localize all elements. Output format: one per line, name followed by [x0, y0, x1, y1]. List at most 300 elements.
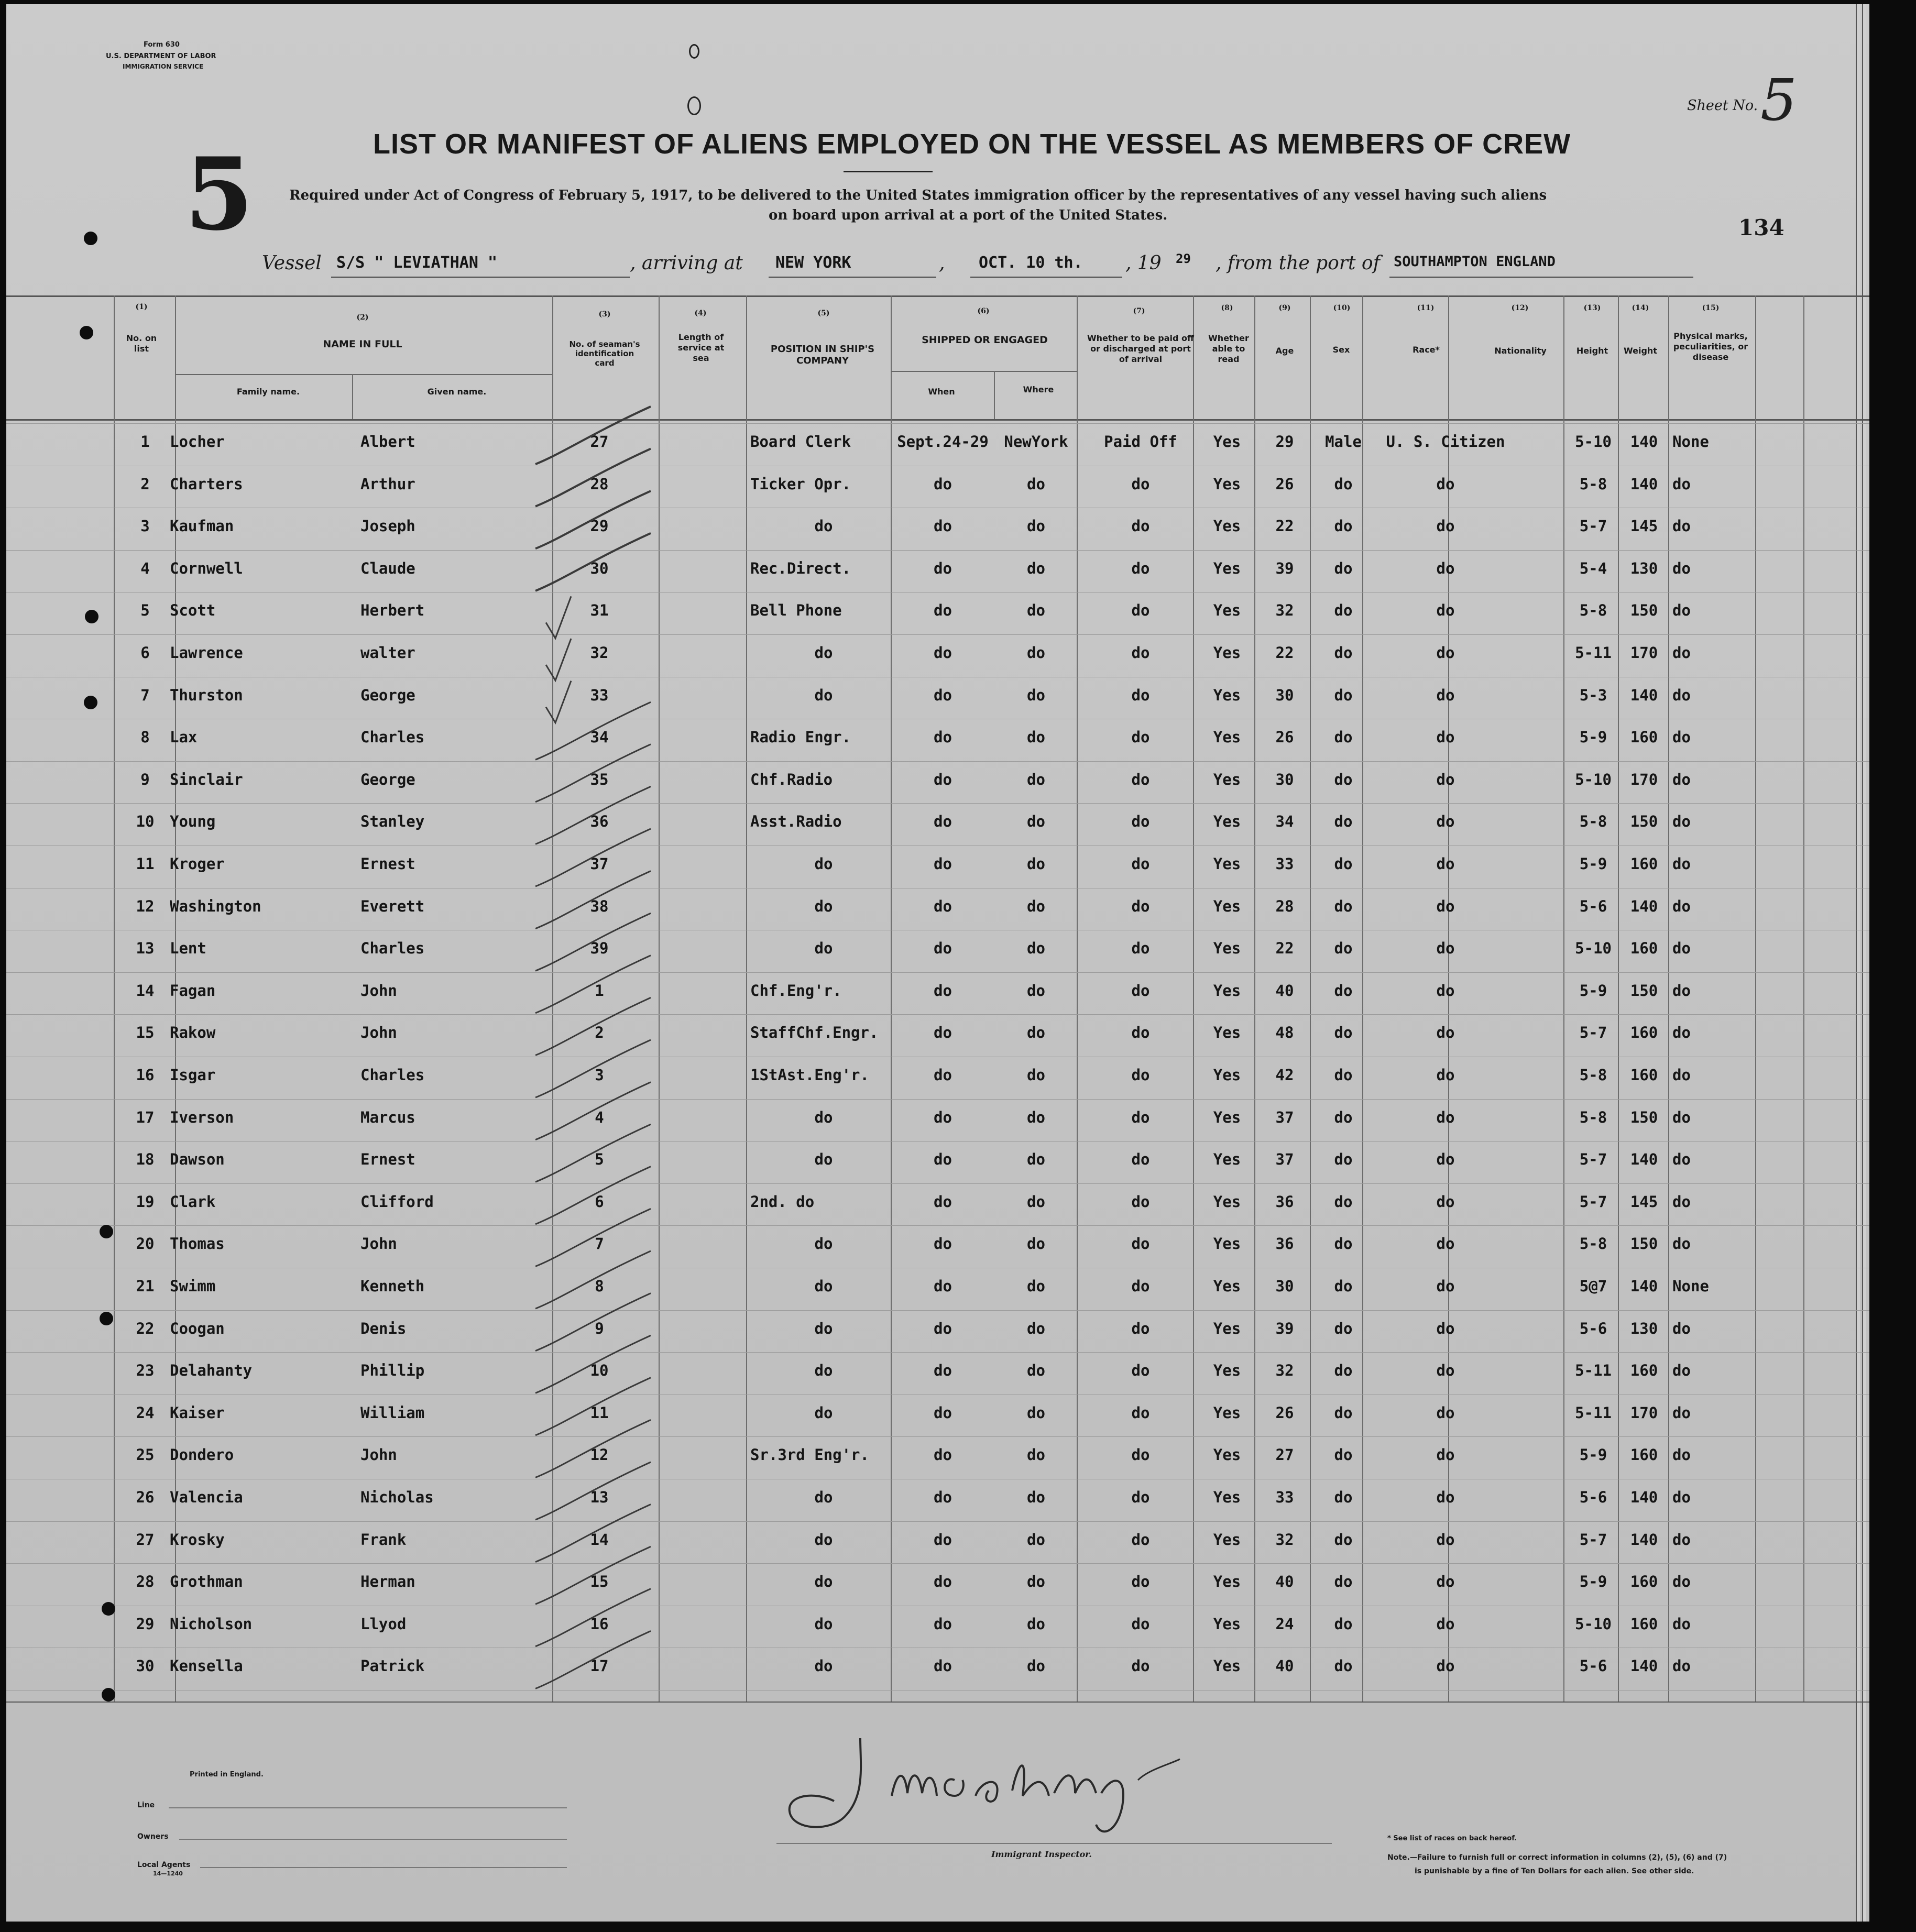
- check-mark: [535, 702, 651, 760]
- cell-marks: do: [1672, 1319, 1691, 1337]
- cell-card: 11: [590, 1403, 609, 1422]
- cell-race: do: [1436, 1150, 1455, 1169]
- cell-race: do: [1436, 644, 1455, 662]
- cell-race: do: [1436, 601, 1455, 620]
- cell-paid: do: [1131, 1446, 1150, 1464]
- cell-race: do: [1436, 813, 1455, 831]
- cell-when: do: [934, 770, 952, 788]
- cell-weight: 160: [1630, 1446, 1658, 1464]
- cell-no: 25: [136, 1446, 155, 1464]
- cell-when: do: [934, 601, 952, 620]
- cell-no: 15: [136, 1024, 155, 1042]
- cell-race: do: [1436, 728, 1455, 747]
- cell-where: do: [1027, 475, 1045, 493]
- check-mark: [535, 786, 651, 844]
- cell-family: Dawson: [170, 1150, 225, 1169]
- punch-hole: [84, 232, 97, 245]
- punch-hole: [100, 1312, 113, 1325]
- col10-header: Sex: [1332, 345, 1350, 355]
- cell-weight: 160: [1630, 939, 1658, 958]
- cell-position: Rec.Direct.: [750, 559, 851, 577]
- cell-where: do: [1027, 1024, 1045, 1042]
- cell-no: 21: [136, 1277, 155, 1295]
- cell-when: do: [934, 1488, 952, 1506]
- cell-given: Frank: [360, 1530, 407, 1549]
- cell-race: do: [1436, 1362, 1455, 1380]
- cell-when: do: [934, 1403, 952, 1422]
- cell-read: Yes: [1213, 855, 1241, 873]
- cell-given: John: [360, 1235, 397, 1253]
- cell-given: Marcus: [360, 1108, 415, 1126]
- cell-when: do: [934, 1277, 952, 1295]
- cell-weight: 160: [1630, 1362, 1658, 1380]
- col2-num: (2): [356, 313, 369, 322]
- cell-age: 40: [1275, 1573, 1294, 1591]
- cell-marks: do: [1672, 1192, 1691, 1211]
- cell-where: do: [1027, 1319, 1045, 1337]
- line-rule: [169, 1807, 567, 1808]
- cell-height: 5@7: [1579, 1277, 1607, 1295]
- cell-when: do: [934, 1235, 952, 1253]
- cell-height: 5-6: [1579, 1657, 1607, 1675]
- cell-family: Lawrence: [170, 644, 243, 662]
- cell-paid: do: [1131, 1066, 1150, 1084]
- cell-read: Yes: [1213, 475, 1241, 493]
- cell-age: 30: [1275, 686, 1294, 704]
- cell-marks: do: [1672, 1362, 1691, 1380]
- arriving-label: , arriving at: [630, 253, 743, 274]
- cell-read: Yes: [1213, 1488, 1241, 1506]
- col6-num: (6): [977, 307, 990, 315]
- cell-marks: do: [1672, 855, 1691, 873]
- cell-age: 32: [1275, 1530, 1294, 1549]
- cell-race: do: [1436, 1024, 1455, 1042]
- cell-when: do: [934, 1362, 952, 1380]
- cell-paid: do: [1131, 1573, 1150, 1591]
- form-number: Form 630: [144, 41, 180, 49]
- cell-age: 26: [1275, 1403, 1294, 1422]
- cell-sex: do: [1334, 1530, 1353, 1549]
- cell-family: Swimm: [170, 1277, 216, 1295]
- cell-read: Yes: [1213, 939, 1241, 958]
- cell-family: Kaiser: [170, 1403, 225, 1422]
- check-mark: [535, 449, 651, 507]
- cell-when: Sept.24-29: [897, 433, 989, 451]
- cell-read: Yes: [1213, 601, 1241, 620]
- cell-marks: do: [1672, 601, 1691, 620]
- cell-age: 22: [1275, 644, 1294, 662]
- cell-marks: do: [1672, 475, 1691, 493]
- cell-card: 37: [590, 855, 609, 873]
- cell-where: do: [1027, 601, 1045, 620]
- cell-card: 38: [590, 897, 609, 915]
- cell-card: 31: [590, 601, 609, 620]
- cell-paid: do: [1131, 686, 1150, 704]
- cell-card: 34: [590, 728, 609, 747]
- cell-where: do: [1027, 1362, 1045, 1380]
- cell-marks: do: [1672, 1150, 1691, 1169]
- check-mark: [535, 533, 651, 591]
- cell-marks: do: [1672, 1657, 1691, 1675]
- cell-position: do: [814, 1235, 833, 1253]
- cell-height: 5-6: [1579, 1319, 1607, 1337]
- check-mark: [535, 997, 651, 1055]
- check-mark: [546, 639, 571, 680]
- cell-height: 5-7: [1579, 1530, 1607, 1549]
- cell-given: Denis: [360, 1319, 407, 1337]
- cell-height: 5-9: [1579, 855, 1607, 873]
- cell-age: 37: [1275, 1108, 1294, 1126]
- cell-age: 33: [1275, 855, 1294, 873]
- cell-race: do: [1436, 1446, 1455, 1464]
- cell-marks: do: [1672, 1108, 1691, 1126]
- cell-given: Kenneth: [360, 1277, 425, 1295]
- cell-family: Clark: [170, 1192, 216, 1211]
- sheet-number: 5: [1760, 67, 1797, 134]
- cell-card: 4: [595, 1108, 604, 1126]
- cell-sex: do: [1334, 1403, 1353, 1422]
- cell-race: do: [1436, 1319, 1455, 1337]
- check-mark: [535, 871, 651, 929]
- cell-marks: None: [1672, 1277, 1709, 1295]
- cell-given: George: [360, 770, 415, 788]
- cell-position: do: [814, 1150, 833, 1169]
- cell-card: 5: [595, 1150, 604, 1169]
- cell-age: 32: [1275, 1362, 1294, 1380]
- col1-num: (1): [135, 303, 148, 311]
- cell-read: Yes: [1213, 1362, 1241, 1380]
- cell-paid: do: [1131, 981, 1150, 1000]
- vessel-label: Vessel: [262, 253, 322, 274]
- cell-no: 18: [136, 1150, 155, 1169]
- cell-read: Yes: [1213, 1277, 1241, 1295]
- cell-family: Fagan: [170, 981, 216, 1000]
- cell-read: Yes: [1213, 559, 1241, 577]
- inspector-signature: [782, 1717, 1253, 1843]
- check-mark: [546, 681, 571, 723]
- cell-position: do: [814, 1488, 833, 1506]
- cell-age: 40: [1275, 981, 1294, 1000]
- cell-paid: do: [1131, 813, 1150, 831]
- cell-read: Yes: [1213, 1530, 1241, 1549]
- cell-no: 13: [136, 939, 155, 958]
- cell-when: do: [934, 1150, 952, 1169]
- cell-race: do: [1436, 770, 1455, 788]
- cell-marks: do: [1672, 770, 1691, 788]
- cell-sex: do: [1334, 1108, 1353, 1126]
- cell-read: Yes: [1213, 897, 1241, 915]
- col4-header: Length of service at sea: [677, 332, 725, 363]
- cell-given: Albert: [360, 433, 415, 451]
- cell-sex: do: [1334, 1192, 1353, 1211]
- cell-position: do: [814, 1108, 833, 1126]
- cell-position: do: [814, 1657, 833, 1675]
- cell-paid: do: [1131, 1488, 1150, 1506]
- cell-read: Yes: [1213, 644, 1241, 662]
- cell-where: do: [1027, 1488, 1045, 1506]
- cell-age: 39: [1275, 559, 1294, 577]
- cell-age: 22: [1275, 939, 1294, 958]
- cell-race: do: [1436, 1066, 1455, 1084]
- cell-card: 27: [590, 433, 609, 451]
- cell-family: Kroger: [170, 855, 225, 873]
- cell-card: 1: [595, 981, 604, 1000]
- manifest-sheet: [6, 4, 1869, 1922]
- cell-position: do: [814, 644, 833, 662]
- cell-sex: do: [1334, 1277, 1353, 1295]
- cell-position: Radio Engr.: [750, 728, 851, 747]
- cell-family: Lent: [170, 939, 206, 958]
- cell-weight: 130: [1630, 1319, 1658, 1337]
- cell-card: 28: [590, 475, 609, 493]
- cell-height: 5-9: [1579, 981, 1607, 1000]
- cell-card: 14: [590, 1530, 609, 1549]
- cell-family: Charters: [170, 475, 243, 493]
- cell-read: Yes: [1213, 433, 1241, 451]
- cell-weight: 150: [1630, 813, 1658, 831]
- cell-read: Yes: [1213, 1657, 1241, 1675]
- cell-card: 9: [595, 1319, 604, 1337]
- cell-race: do: [1436, 981, 1455, 1000]
- cell-race: do: [1436, 559, 1455, 577]
- col2-family-header: Family name.: [236, 387, 300, 397]
- cell-given: John: [360, 1024, 397, 1042]
- cell-card: 2: [595, 1024, 604, 1042]
- check-mark: [535, 744, 651, 802]
- cell-no: 3: [140, 517, 150, 535]
- cell-position: do: [814, 686, 833, 704]
- vessel-name: S/S " LEVIATHAN ": [336, 254, 498, 272]
- cell-when: do: [934, 559, 952, 577]
- cell-sex: do: [1334, 855, 1353, 873]
- cell-family: Kaufman: [170, 517, 234, 535]
- cell-marks: do: [1672, 1235, 1691, 1253]
- cell-sex: do: [1334, 1573, 1353, 1591]
- cell-sex: do: [1334, 770, 1353, 788]
- cell-age: 42: [1275, 1066, 1294, 1084]
- cell-when: do: [934, 1657, 952, 1675]
- form-code: 14—1240: [153, 1870, 183, 1877]
- cell-marks: do: [1672, 981, 1691, 1000]
- cell-where: do: [1027, 686, 1045, 704]
- cell-height: 5-8: [1579, 601, 1607, 620]
- cell-weight: 170: [1630, 770, 1658, 788]
- cell-height: 5-8: [1579, 1235, 1607, 1253]
- cell-where: do: [1027, 1615, 1045, 1633]
- cell-race: do: [1436, 855, 1455, 873]
- cell-where: do: [1027, 1108, 1045, 1126]
- agents-rule: [200, 1867, 567, 1868]
- cell-age: 36: [1275, 1192, 1294, 1211]
- sheet-label: Sheet No.: [1687, 97, 1758, 114]
- year-prefix: , 19: [1125, 253, 1162, 274]
- cell-where: do: [1027, 1150, 1045, 1169]
- cell-weight: 170: [1630, 644, 1658, 662]
- cell-paid: do: [1131, 770, 1150, 788]
- cell-age: 39: [1275, 1319, 1294, 1337]
- cell-weight: 150: [1630, 1108, 1658, 1126]
- cell-sex: do: [1334, 1150, 1353, 1169]
- cell-where: do: [1027, 1446, 1045, 1464]
- check-mark: [535, 1589, 651, 1646]
- cell-given: Charles: [360, 1066, 425, 1084]
- cell-paid: do: [1131, 1319, 1150, 1337]
- cell-paid: do: [1131, 728, 1150, 747]
- cell-family: Grothman: [170, 1573, 243, 1591]
- cell-when: do: [934, 1024, 952, 1042]
- cell-height: 5-9: [1579, 1446, 1607, 1464]
- col7-header: Whether to be paid off or discharged at port of arrival: [1087, 333, 1195, 364]
- punch-ring: [687, 96, 701, 115]
- cell-position: Sr.3rd Eng'r.: [750, 1446, 869, 1464]
- cell-read: Yes: [1213, 1150, 1241, 1169]
- cell-position: Chf.Eng'r.: [750, 981, 842, 1000]
- cell-paid: do: [1131, 1530, 1150, 1549]
- cell-given: Patrick: [360, 1657, 425, 1675]
- cell-position: do: [814, 1573, 833, 1591]
- check-mark: [535, 407, 651, 464]
- cell-no: 26: [136, 1488, 155, 1506]
- cell-when: do: [934, 1108, 952, 1126]
- cell-paid: do: [1131, 601, 1150, 620]
- cell-when: do: [934, 1573, 952, 1591]
- cell-card: 30: [590, 559, 609, 577]
- cell-given: Everett: [360, 897, 425, 915]
- col9-num: (9): [1278, 304, 1291, 312]
- cell-card: 15: [590, 1573, 609, 1591]
- check-mark: [535, 1378, 651, 1435]
- cell-no: 7: [140, 686, 150, 704]
- cell-marks: None: [1672, 433, 1709, 451]
- col15-num: (15): [1702, 304, 1720, 312]
- cell-height: 5-4: [1579, 559, 1607, 577]
- owners-rule: [179, 1839, 567, 1840]
- cell-race: do: [1436, 1108, 1455, 1126]
- cell-no: 17: [136, 1108, 155, 1126]
- cell-sex: do: [1334, 1066, 1353, 1084]
- col5-header: POSITION IN SHIP'S COMPANY: [770, 344, 875, 366]
- cell-no: 29: [136, 1615, 155, 1633]
- punch-hole: [84, 696, 97, 709]
- cell-read: Yes: [1213, 813, 1241, 831]
- cell-where: do: [1027, 1573, 1045, 1591]
- cell-age: 36: [1275, 1235, 1294, 1253]
- cell-given: Joseph: [360, 517, 415, 535]
- check-mark: [535, 1335, 651, 1393]
- cell-marks: do: [1672, 517, 1691, 535]
- cell-height: 5-10: [1575, 433, 1612, 451]
- cell-no: 14: [136, 981, 155, 1000]
- cell-card: 10: [590, 1362, 609, 1380]
- cell-read: Yes: [1213, 1024, 1241, 1042]
- cell-where: do: [1027, 897, 1045, 915]
- cell-read: Yes: [1213, 1446, 1241, 1464]
- cell-paid: do: [1131, 1362, 1150, 1380]
- cell-given: Claude: [360, 559, 415, 577]
- cell-paid: do: [1131, 517, 1150, 535]
- cell-card: 36: [590, 813, 609, 831]
- col5-num: (5): [817, 309, 830, 317]
- cell-paid: Paid Off: [1104, 433, 1177, 451]
- cell-weight: 160: [1630, 855, 1658, 873]
- cell-when: do: [934, 517, 952, 535]
- cell-race: U. S. Citizen: [1386, 433, 1505, 451]
- cell-family: Scott: [170, 601, 216, 620]
- cell-read: Yes: [1213, 770, 1241, 788]
- races-note: * See list of races on back hereof.: [1387, 1835, 1517, 1842]
- cell-race: do: [1436, 686, 1455, 704]
- cell-read: Yes: [1213, 1066, 1241, 1084]
- cell-where: do: [1027, 855, 1045, 873]
- cell-age: 27: [1275, 1446, 1294, 1464]
- col9-header: Age: [1275, 346, 1294, 356]
- cell-height: 5-10: [1575, 1615, 1612, 1633]
- cell-height: 5-3: [1579, 686, 1607, 704]
- cell-height: 5-8: [1579, 1108, 1607, 1126]
- cell-family: Lax: [170, 728, 198, 747]
- cell-no: 5: [140, 601, 150, 620]
- cell-where: do: [1027, 1530, 1045, 1549]
- cell-paid: do: [1131, 1024, 1150, 1042]
- printed-in: Printed in England.: [190, 1771, 264, 1779]
- cell-paid: do: [1131, 1657, 1150, 1675]
- cell-race: do: [1436, 1403, 1455, 1422]
- cell-age: 48: [1275, 1024, 1294, 1042]
- from-label: , from the port of: [1216, 253, 1380, 274]
- cell-sex: Male: [1325, 433, 1362, 451]
- cell-paid: do: [1131, 1108, 1150, 1126]
- cell-given: Charles: [360, 728, 425, 747]
- cell-race: do: [1436, 1657, 1455, 1675]
- cell-family: Nicholson: [170, 1615, 253, 1633]
- cell-no: 16: [136, 1066, 155, 1084]
- col11-num: (11): [1417, 304, 1435, 312]
- cell-no: 10: [136, 813, 155, 831]
- cell-paid: do: [1131, 1615, 1150, 1633]
- cell-family: Isgar: [170, 1066, 216, 1084]
- cell-given: Llyod: [360, 1615, 407, 1633]
- cell-marks: do: [1672, 1615, 1691, 1633]
- cell-position: Ticker Opr.: [750, 475, 851, 493]
- cell-sex: do: [1334, 686, 1353, 704]
- check-mark: [535, 1631, 651, 1688]
- cell-family: Kensella: [170, 1657, 243, 1675]
- cell-card: 6: [595, 1192, 604, 1211]
- cell-weight: 140: [1630, 433, 1658, 451]
- cell-weight: 140: [1630, 475, 1658, 493]
- cell-paid: do: [1131, 1192, 1150, 1211]
- cell-where: do: [1027, 1066, 1045, 1084]
- col6-where-header: Where: [1023, 385, 1054, 394]
- cell-height: 5-11: [1575, 1403, 1612, 1422]
- penalty-note-1: Note.—Failure to furnish full or correct information in columns (2), (5), (6) and (7): [1387, 1853, 1727, 1862]
- cell-sex: do: [1334, 644, 1353, 662]
- cell-sex: do: [1334, 1446, 1353, 1464]
- cell-sex: do: [1334, 517, 1353, 535]
- cell-height: 5-7: [1579, 517, 1607, 535]
- cell-sex: do: [1334, 813, 1353, 831]
- cell-race: do: [1436, 1530, 1455, 1549]
- cell-height: 5-8: [1579, 1066, 1607, 1084]
- cell-when: do: [934, 897, 952, 915]
- col4-num: (4): [694, 309, 707, 317]
- cell-given: William: [360, 1403, 425, 1422]
- cell-height: 5-8: [1579, 475, 1607, 493]
- cell-no: 20: [136, 1235, 155, 1253]
- check-mark: [535, 956, 651, 1013]
- cell-when: do: [934, 1319, 952, 1337]
- cell-age: 34: [1275, 813, 1294, 831]
